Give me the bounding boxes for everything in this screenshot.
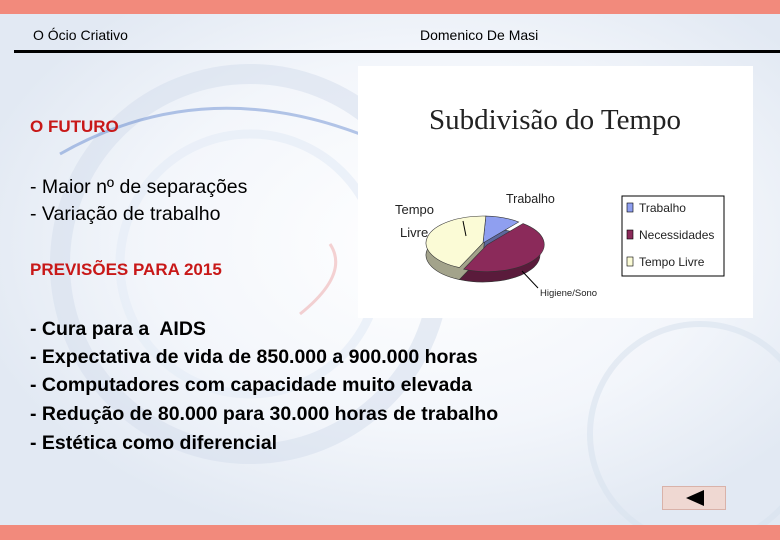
- legend-label: Necessidades: [639, 228, 715, 242]
- forecast-item: - Redução de 80.000 para 30.000 horas de trabalho: [30, 403, 499, 425]
- slice-label-tempo-livre: Tempo Livre: [395, 202, 435, 240]
- back-arrow-icon: [663, 487, 725, 509]
- slice-label-trabalho: Trabalho: [506, 192, 555, 206]
- forecast-item: - Computadores com capacidade muito elevada: [30, 374, 473, 396]
- forecast-item: - Expectativa de vida de 850.000 a 900.000 horas: [30, 346, 478, 368]
- back-button[interactable]: [662, 486, 726, 510]
- legend-label: Trabalho: [639, 201, 686, 215]
- chart-title: Subdivisão do Tempo: [429, 104, 681, 136]
- legend-swatch: [627, 230, 633, 239]
- legend-swatch: [627, 257, 633, 266]
- pie-chart-image: [358, 66, 753, 318]
- legend-label: Tempo Livre: [639, 255, 705, 269]
- future-item: - Variação de trabalho: [30, 203, 221, 225]
- chart-legend: [622, 196, 724, 276]
- forecast-item: - Cura para a AIDS: [30, 318, 206, 340]
- forecast-item: - Estética como diferencial: [30, 432, 278, 454]
- author-name: Domenico De Masi: [420, 27, 539, 43]
- bottom-accent-bar: [0, 525, 780, 540]
- presentation-title: O Ócio Criativo: [33, 27, 128, 43]
- pie-chart: [358, 66, 753, 318]
- header-divider: [14, 50, 780, 53]
- future-heading: O FUTURO: [30, 117, 119, 136]
- top-accent-bar: [0, 0, 780, 14]
- legend-swatch: [627, 203, 633, 212]
- future-item: - Maior nº de separações: [30, 176, 248, 198]
- slice-label-higiene-sono: Higiene/Sono: [540, 288, 598, 299]
- forecast-heading: PREVISÕES PARA 2015: [30, 260, 222, 279]
